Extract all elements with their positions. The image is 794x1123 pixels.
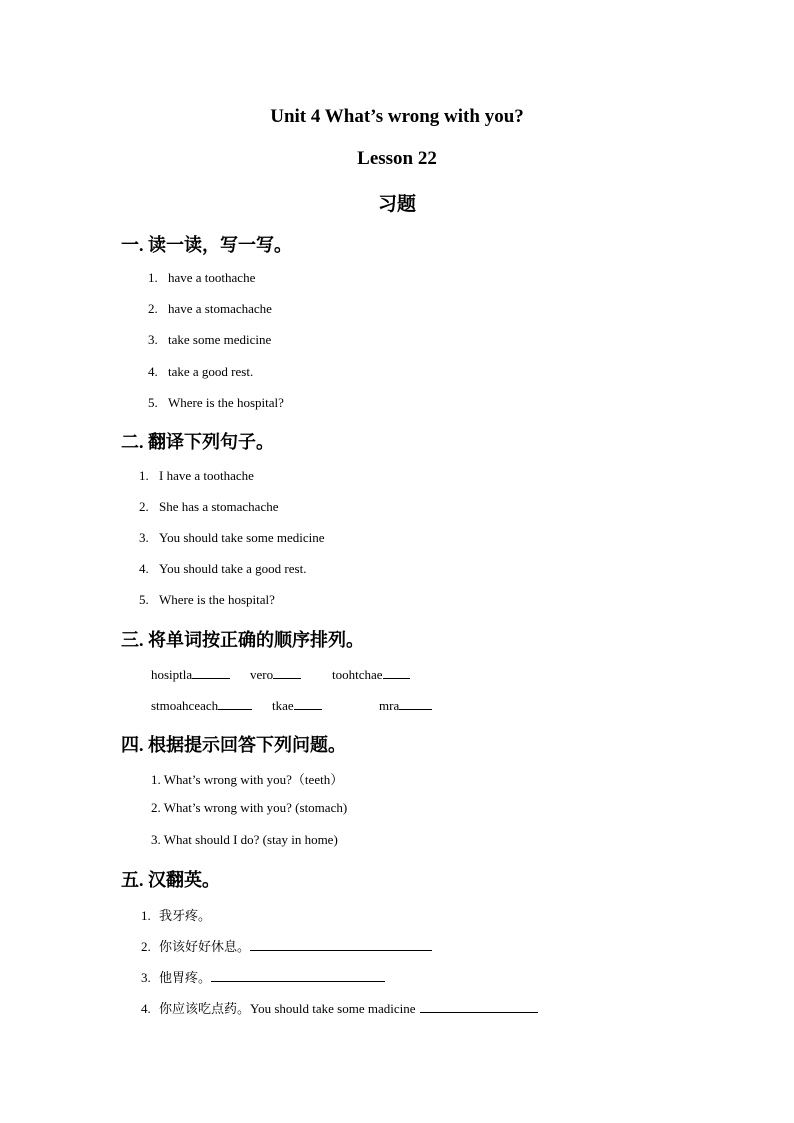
- item-number: 3.: [139, 530, 149, 545]
- list-item: [148, 270, 255, 286]
- word-text: toohtchae: [332, 667, 383, 682]
- item-number: 2.: [148, 301, 158, 316]
- item-number: 5.: [139, 592, 149, 607]
- answer-blank[interactable]: [294, 696, 322, 710]
- scrambled-word: [379, 696, 432, 714]
- item-number: 4.: [139, 561, 149, 576]
- question-item: 2. What’s wrong with you? (stomach): [151, 800, 348, 815]
- item-text: She has a stomachache: [159, 499, 279, 514]
- lesson-title: Lesson 22: [357, 148, 437, 169]
- item-text: You should take a good rest.: [159, 561, 307, 576]
- word-text: mra: [379, 698, 400, 713]
- word-text: hosiptla: [151, 667, 193, 682]
- item-text: take a good rest.: [168, 364, 254, 379]
- list-item: [148, 395, 284, 411]
- page-title: Unit 4 What’s wrong with you?: [270, 106, 524, 127]
- item-number: 1.: [141, 908, 151, 923]
- item-number: 5.: [148, 395, 158, 410]
- section-1-heading: 一. 读一读，写一写。: [121, 235, 292, 255]
- answer-blank[interactable]: [218, 696, 252, 710]
- word-text: vero: [250, 667, 274, 682]
- item-text: I have a toothache: [159, 468, 254, 483]
- answer-blank[interactable]: [250, 937, 432, 951]
- list-item: [141, 967, 385, 986]
- scrambled-word: [272, 696, 322, 714]
- list-item: [148, 364, 253, 380]
- answer-blank[interactable]: [273, 665, 301, 679]
- item-text: 他胃疼。: [159, 970, 212, 985]
- item-number: 4.: [148, 364, 158, 379]
- section-4-heading: 四. 根据提示回答下列问题。: [121, 735, 346, 755]
- list-item: [139, 499, 278, 515]
- item-number: 1.: [148, 270, 158, 285]
- scrambled-word: [250, 665, 301, 683]
- item-text: You should take some medicine: [159, 530, 325, 545]
- scrambled-word: [151, 665, 230, 683]
- item-text: have a stomachache: [168, 301, 272, 316]
- question-item: 3. What should I do? (stay in home): [151, 832, 338, 847]
- list-item: [139, 530, 325, 546]
- word-text: stmoahceach: [151, 698, 219, 713]
- item-number: 3.: [148, 332, 158, 347]
- list-item: [141, 998, 538, 1017]
- word-text: tkae: [272, 698, 294, 713]
- item-number: 2.: [141, 939, 151, 954]
- answer-blank[interactable]: [420, 999, 538, 1013]
- answer-blank[interactable]: [383, 665, 410, 679]
- section-5-heading: 五. 汉翻英。: [121, 870, 220, 890]
- list-item: [141, 905, 211, 924]
- item-text: 你该好好休息。: [159, 939, 251, 954]
- section-3-heading: 三. 将单词按正确的顺序排列。: [121, 630, 364, 650]
- item-number: 4.: [141, 1001, 151, 1016]
- answer-blank[interactable]: [211, 968, 385, 982]
- item-number: 2.: [139, 499, 149, 514]
- item-text: have a toothache: [168, 270, 256, 285]
- list-item: [139, 468, 254, 484]
- question-item: 1. What’s wrong with you?（teeth）: [151, 772, 344, 787]
- item-number: 3.: [141, 970, 151, 985]
- item-text: 我牙疼。: [159, 908, 212, 923]
- list-item: [139, 561, 306, 577]
- scrambled-word: [151, 696, 252, 714]
- exercise-subtitle: 习题: [377, 194, 416, 215]
- item-text: take some medicine: [168, 332, 272, 347]
- scrambled-word: [332, 665, 410, 683]
- item-number: 1.: [139, 468, 149, 483]
- answer-blank[interactable]: [192, 665, 230, 679]
- section-2-heading: 二. 翻译下列句子。: [121, 432, 274, 452]
- list-item: [148, 332, 271, 348]
- list-item: [139, 592, 275, 608]
- item-text: Where is the hospital?: [168, 395, 284, 410]
- item-text: 你应该吃点药。You should take some madicine: [159, 1001, 416, 1016]
- list-item: [148, 301, 272, 317]
- list-item: [141, 936, 432, 955]
- answer-blank[interactable]: [399, 696, 432, 710]
- item-text: Where is the hospital?: [159, 592, 275, 607]
